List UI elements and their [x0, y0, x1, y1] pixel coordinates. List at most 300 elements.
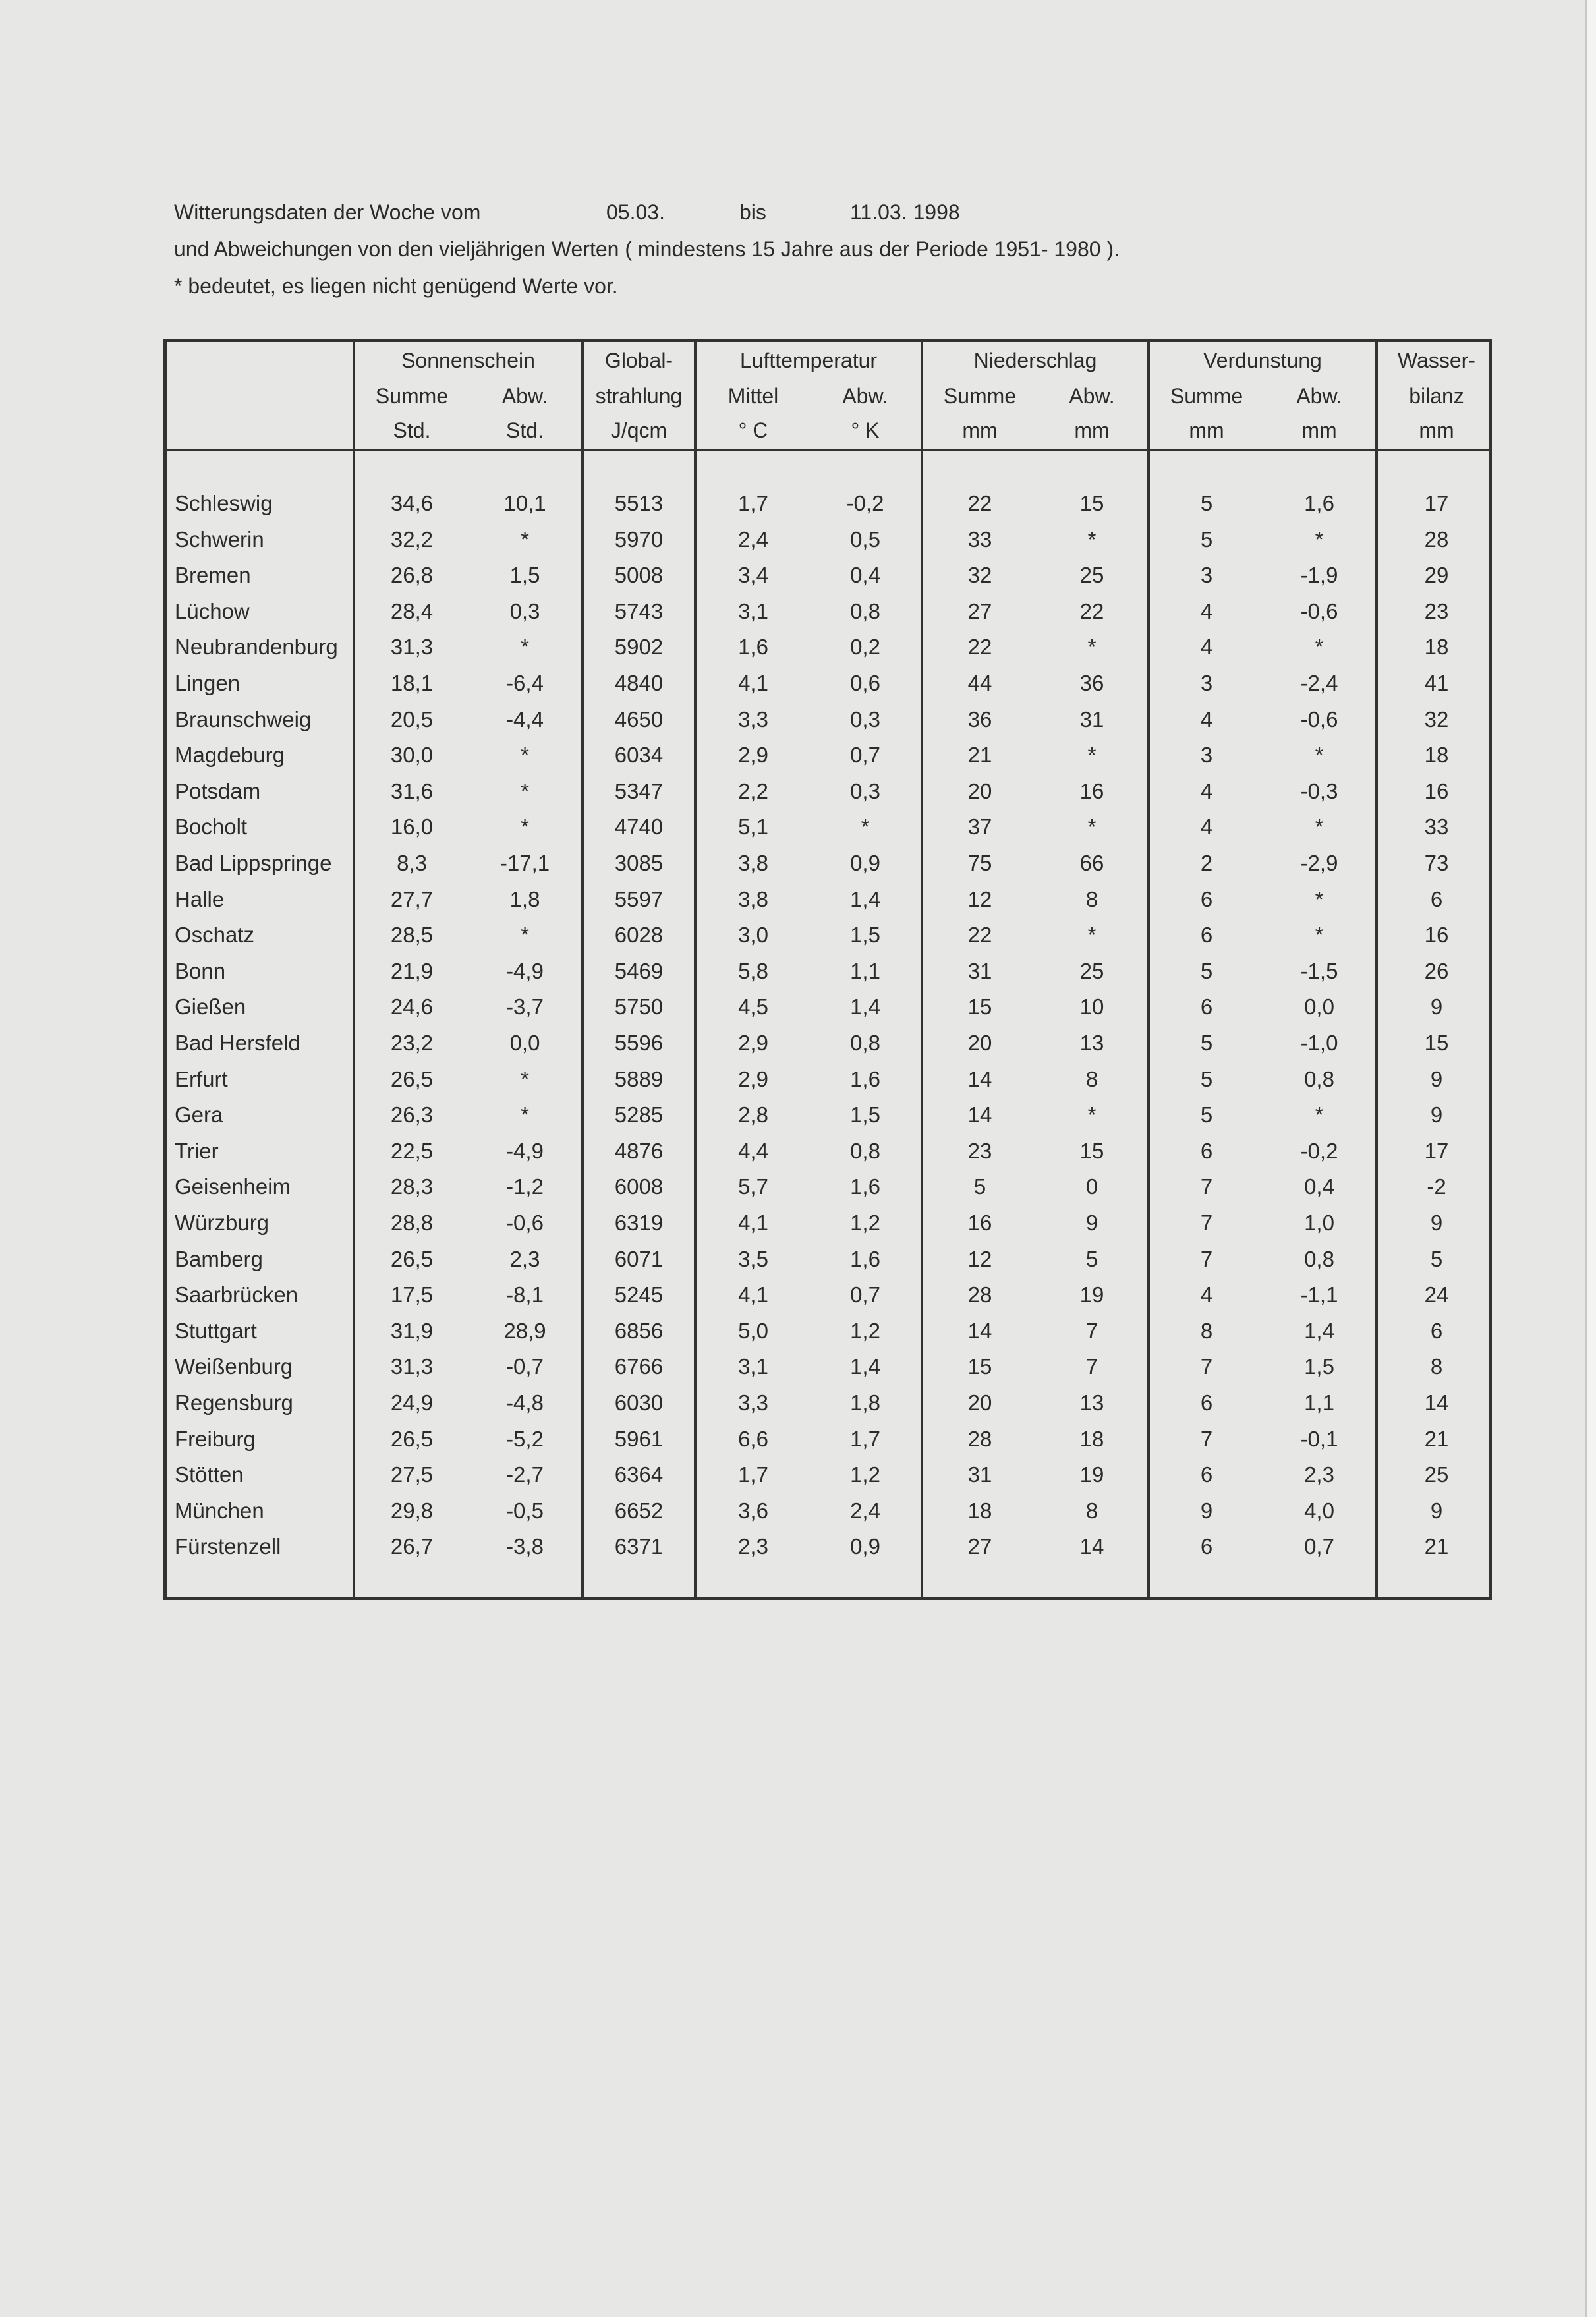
col-sonnenschein: Sonnenschein [401, 349, 535, 372]
verd-abw: * [1315, 743, 1324, 768]
globalstrahlung: 4840 [614, 671, 664, 695]
sub-mittel: Mittel [727, 384, 779, 408]
globalstrahlung: 6030 [614, 1390, 664, 1415]
wasserbilanz: 9 [1430, 994, 1443, 1019]
station-name: Neubrandenburg [175, 635, 338, 660]
verd-abw: * [1315, 886, 1324, 911]
sonne-abw: * [521, 527, 529, 552]
wasserbilanz: 6 [1430, 886, 1443, 911]
sonne-abw: * [521, 743, 529, 768]
date-to: 11.03. 1998 [850, 200, 960, 224]
verd-abw: -1,1 [1300, 1282, 1338, 1307]
temp-abw: 1,2 [850, 1462, 880, 1487]
verd-summe: 5 [1200, 491, 1213, 515]
globalstrahlung: 6319 [614, 1211, 664, 1235]
temp-mittel: 5,8 [738, 958, 768, 983]
station-name: Braunschweig [175, 706, 312, 731]
sonne-abw: 10,1 [503, 491, 546, 515]
sonne-abw: * [521, 923, 529, 948]
station-name: Fürstenzell [175, 1534, 281, 1559]
nieder-summe: 36 [967, 706, 992, 731]
verd-summe: 3 [1200, 671, 1213, 695]
header-footnote: * bedeutet, es liegen nicht genügend Werte vor. [174, 274, 618, 298]
station-name: Lingen [175, 671, 241, 695]
table-row [167, 737, 1489, 774]
verd-summe: 4 [1200, 778, 1213, 803]
nieder-abw: * [1087, 527, 1097, 552]
verd-summe: 5 [1200, 1066, 1213, 1091]
station-name: Bad Hersfeld [175, 1031, 300, 1055]
temp-mittel: 3,8 [738, 886, 768, 911]
wasserbilanz: 17 [1424, 1138, 1449, 1163]
station-name: Potsdam [175, 778, 261, 803]
wasserbilanz: 41 [1424, 671, 1449, 695]
sub-abw: Abw. [501, 384, 548, 408]
verd-abw: -0,1 [1300, 1426, 1338, 1451]
sonne-summe: 16,0 [390, 815, 434, 840]
station-name: Bonn [175, 958, 226, 983]
table-row [167, 1242, 1489, 1278]
wasserbilanz: 21 [1424, 1534, 1449, 1559]
station-name: Halle [175, 886, 225, 911]
unit-mm: mm [1419, 418, 1454, 442]
sonne-abw: -1,2 [506, 1174, 544, 1199]
nieder-summe: 14 [967, 1066, 992, 1091]
table-row [167, 1062, 1489, 1098]
nieder-summe: 44 [967, 671, 992, 695]
wasserbilanz: 16 [1424, 778, 1449, 803]
verd-summe: 6 [1200, 1534, 1213, 1559]
sonne-summe: 8,3 [397, 851, 427, 875]
col-wasser: Wasser- [1398, 349, 1475, 372]
temp-mittel: 3,1 [738, 1354, 768, 1379]
sonne-summe: 27,5 [390, 1462, 434, 1487]
globalstrahlung: 6652 [614, 1498, 664, 1523]
nieder-abw: 0 [1085, 1174, 1098, 1199]
verd-abw: 1,6 [1304, 491, 1334, 515]
verd-abw: * [1315, 527, 1324, 552]
verd-abw: -1,9 [1300, 563, 1338, 588]
temp-abw: 1,8 [850, 1390, 880, 1415]
table-row [167, 702, 1489, 738]
wasserbilanz: 9 [1430, 1066, 1443, 1091]
verd-abw: 1,5 [1304, 1354, 1334, 1379]
nieder-abw: 7 [1085, 1318, 1098, 1343]
temp-abw: 1,2 [850, 1318, 880, 1343]
wasserbilanz: 28 [1424, 527, 1449, 552]
table-row [167, 666, 1489, 702]
temp-abw: 1,5 [850, 923, 880, 948]
sonne-summe: 26,8 [390, 563, 434, 588]
nieder-summe: 31 [967, 958, 992, 983]
sonne-summe: 28,3 [390, 1174, 434, 1199]
table-row [167, 1421, 1489, 1458]
sonne-summe: 27,7 [390, 886, 434, 911]
verd-summe: 9 [1200, 1498, 1213, 1523]
temp-mittel: 3,5 [738, 1246, 768, 1271]
sonne-summe: 26,3 [390, 1102, 434, 1128]
col-verdunstung: Verdunstung [1203, 349, 1322, 372]
header-line-1 [174, 194, 1426, 231]
nieder-summe: 28 [967, 1282, 992, 1307]
verd-summe: 4 [1200, 1282, 1213, 1307]
temp-abw: 0,8 [850, 1031, 880, 1055]
sonne-summe: 28,4 [390, 598, 434, 623]
nieder-abw: 10 [1079, 994, 1104, 1019]
globalstrahlung: 6028 [614, 923, 664, 948]
verd-abw: 1,1 [1304, 1390, 1334, 1415]
nieder-abw: 13 [1079, 1031, 1104, 1055]
temp-abw: 1,2 [850, 1211, 880, 1235]
nieder-abw: 66 [1079, 851, 1104, 875]
table-row [167, 594, 1489, 630]
unit-jqcm: J/qcm [610, 418, 668, 442]
bis-label: bis [739, 200, 766, 224]
unit-std: Std. [393, 418, 431, 442]
temp-mittel: 3,8 [738, 851, 768, 875]
nieder-summe: 12 [967, 1246, 992, 1271]
sonne-abw: -2,7 [506, 1462, 544, 1487]
nieder-summe: 15 [967, 994, 992, 1019]
sonne-abw: * [521, 1066, 529, 1091]
sonne-abw: 1,8 [509, 886, 540, 911]
nieder-abw: 8 [1085, 1066, 1098, 1091]
nieder-summe: 22 [967, 923, 992, 948]
wasserbilanz: 24 [1424, 1282, 1449, 1307]
temp-mittel: 2,9 [738, 1031, 768, 1055]
temp-abw: * [861, 815, 870, 840]
verd-abw: -1,5 [1300, 958, 1338, 983]
nieder-summe: 27 [967, 598, 992, 623]
sonne-summe: 24,6 [390, 994, 434, 1019]
station-name: Bremen [175, 563, 251, 588]
wasserbilanz: 25 [1424, 1462, 1449, 1487]
globalstrahlung: 5285 [614, 1102, 664, 1128]
verd-summe: 6 [1200, 1462, 1213, 1487]
temp-mittel: 5,0 [738, 1318, 768, 1343]
nieder-summe: 33 [967, 527, 992, 552]
table-row [167, 917, 1489, 954]
globalstrahlung: 6071 [614, 1246, 664, 1271]
sonne-abw: 2,3 [509, 1246, 540, 1271]
temp-mittel: 4,4 [738, 1138, 768, 1163]
sonne-summe: 20,5 [390, 706, 434, 731]
nieder-summe: 15 [967, 1354, 992, 1379]
temp-mittel: 3,4 [738, 563, 768, 588]
sonne-abw: * [521, 1102, 529, 1128]
temp-mittel: 3,6 [738, 1498, 768, 1523]
globalstrahlung: 3085 [614, 851, 664, 875]
verd-abw: -0,6 [1300, 598, 1338, 623]
verd-abw: -2,9 [1300, 851, 1338, 875]
nieder-abw: 5 [1085, 1246, 1098, 1271]
header-line-3 [174, 268, 1426, 304]
sonne-abw: * [521, 778, 529, 803]
wasserbilanz: 5 [1430, 1246, 1443, 1271]
temp-abw: 1,4 [850, 994, 880, 1019]
station-name: Oschatz [175, 923, 255, 948]
nieder-abw: 19 [1079, 1462, 1104, 1487]
temp-mittel: 4,1 [738, 671, 768, 695]
nieder-summe: 20 [967, 1031, 992, 1055]
temp-mittel: 3,3 [738, 1390, 768, 1415]
sonne-abw: -4,8 [506, 1390, 544, 1415]
sonne-summe: 17,5 [390, 1282, 434, 1307]
nieder-abw: 7 [1085, 1354, 1098, 1379]
sonne-abw: -3,7 [506, 994, 544, 1019]
verd-abw: 0,7 [1304, 1534, 1334, 1559]
station-name: Weißenburg [175, 1354, 293, 1379]
sonne-abw: -0,5 [506, 1498, 544, 1523]
unit-mm: mm [1074, 418, 1110, 442]
nieder-summe: 20 [967, 778, 992, 803]
station-name: Freiburg [175, 1426, 256, 1451]
verd-summe: 3 [1200, 743, 1213, 768]
station-name: Bocholt [175, 815, 248, 840]
nieder-summe: 22 [967, 491, 992, 515]
table-row [167, 1025, 1489, 1062]
sonne-abw: -4,9 [506, 958, 544, 983]
header-divider [167, 449, 1489, 451]
station-name: Würzburg [175, 1211, 270, 1235]
sonne-summe: 24,9 [390, 1390, 434, 1415]
temp-abw: 1,4 [850, 1354, 880, 1379]
wasserbilanz: 9 [1430, 1102, 1443, 1128]
temp-abw: 1,6 [850, 1066, 880, 1091]
sonne-summe: 18,1 [390, 671, 434, 695]
temp-abw: 0,2 [850, 635, 880, 660]
sonne-abw: -0,7 [506, 1354, 544, 1379]
table-row [167, 1205, 1489, 1242]
unit-mm: mm [962, 418, 998, 442]
nieder-summe: 37 [967, 815, 992, 840]
temp-abw: 1,6 [850, 1174, 880, 1199]
station-name: Bamberg [175, 1246, 263, 1271]
sub-strahlung: strahlung [595, 384, 683, 408]
wasserbilanz: 21 [1424, 1426, 1449, 1451]
sonne-abw: -17,1 [499, 851, 550, 875]
sonne-abw: 0,3 [509, 598, 540, 623]
table-row [167, 1529, 1489, 1565]
globalstrahlung: 5750 [614, 994, 664, 1019]
nieder-abw: 31 [1079, 706, 1104, 731]
globalstrahlung: 5597 [614, 886, 664, 911]
station-name: Lüchow [175, 598, 250, 623]
globalstrahlung: 5347 [614, 778, 664, 803]
table-row [167, 989, 1489, 1025]
sub-summe: Summe [1170, 384, 1243, 408]
temp-abw: 2,4 [850, 1498, 880, 1523]
globalstrahlung: 5889 [614, 1066, 664, 1091]
temp-abw: 0,3 [850, 706, 880, 731]
temp-abw: -0,2 [846, 491, 884, 515]
nieder-abw: * [1087, 815, 1097, 840]
nieder-abw: 9 [1085, 1211, 1098, 1235]
sub-abw: Abw. [1296, 384, 1342, 408]
globalstrahlung: 5743 [614, 598, 664, 623]
temp-abw: 0,8 [850, 1138, 880, 1163]
temp-mittel: 4,5 [738, 994, 768, 1019]
sonne-summe: 30,0 [390, 743, 434, 768]
table-row [167, 1169, 1489, 1205]
nieder-summe: 12 [967, 886, 992, 911]
verd-abw: -0,2 [1300, 1138, 1338, 1163]
temp-abw: 0,6 [850, 671, 880, 695]
date-from: 05.03. [606, 200, 665, 224]
verd-abw: 0,8 [1304, 1066, 1334, 1091]
sonne-abw: -0,6 [506, 1211, 544, 1235]
temp-mittel: 2,9 [738, 1066, 768, 1091]
nieder-abw: 8 [1085, 886, 1098, 911]
nieder-abw: 13 [1079, 1390, 1104, 1415]
temp-abw: 0,3 [850, 778, 880, 803]
verd-summe: 6 [1200, 923, 1213, 948]
temp-abw: 0,7 [850, 743, 880, 768]
verd-summe: 5 [1200, 958, 1213, 983]
temp-mittel: 4,1 [738, 1211, 768, 1235]
nieder-summe: 31 [967, 1462, 992, 1487]
verd-summe: 6 [1200, 1138, 1213, 1163]
station-name: Schleswig [175, 491, 273, 515]
verd-summe: 4 [1200, 598, 1213, 623]
unit-mm: mm [1189, 418, 1224, 442]
temp-abw: 0,5 [850, 527, 880, 552]
table-row [167, 1349, 1489, 1385]
sonne-summe: 32,2 [390, 527, 434, 552]
temp-abw: 1,4 [850, 886, 880, 911]
verd-summe: 6 [1200, 994, 1213, 1019]
globalstrahlung: 5469 [614, 958, 664, 983]
verd-abw: 4,0 [1304, 1498, 1334, 1523]
unit-mm: mm [1301, 418, 1337, 442]
sonne-summe: 28,8 [390, 1211, 434, 1235]
nieder-abw: * [1087, 635, 1097, 660]
sub-bilanz: bilanz [1409, 384, 1464, 408]
globalstrahlung: 4650 [614, 706, 664, 731]
col-global: Global- [604, 349, 673, 372]
verd-summe: 7 [1200, 1426, 1213, 1451]
globalstrahlung: 6766 [614, 1354, 664, 1379]
nieder-summe: 5 [973, 1174, 986, 1199]
verd-summe: 8 [1200, 1318, 1213, 1343]
week-label: Witterungsdaten der Woche vom [174, 200, 481, 224]
station-name: Stötten [175, 1462, 244, 1487]
sonne-summe: 28,5 [390, 923, 434, 948]
nieder-abw: 14 [1079, 1534, 1104, 1559]
page-edge [1585, 0, 1596, 2317]
verd-abw: * [1315, 923, 1324, 948]
table-row [167, 522, 1489, 558]
nieder-summe: 22 [967, 635, 992, 660]
sonne-abw: -4,4 [506, 706, 544, 731]
sonne-summe: 31,9 [390, 1318, 434, 1343]
table-row [167, 1493, 1489, 1530]
unit-deg-c: ° C [738, 418, 768, 442]
globalstrahlung: 6008 [614, 1174, 664, 1199]
temp-mittel: 4,1 [738, 1282, 768, 1307]
temp-abw: 0,8 [850, 598, 880, 623]
verd-summe: 5 [1200, 1031, 1213, 1055]
sonne-summe: 21,9 [390, 958, 434, 983]
nieder-abw: 15 [1079, 1138, 1104, 1163]
temp-abw: 0,9 [850, 851, 880, 875]
sonne-summe: 34,6 [390, 491, 434, 515]
sub-summe: Summe [375, 384, 449, 408]
sonne-abw: -8,1 [506, 1282, 544, 1307]
temp-mittel: 5,1 [738, 815, 768, 840]
verd-abw: * [1315, 815, 1324, 840]
nieder-summe: 27 [967, 1534, 992, 1559]
nieder-abw: 22 [1079, 598, 1104, 623]
table-row [167, 1097, 1489, 1133]
temp-mittel: 2,3 [738, 1534, 768, 1559]
nieder-abw: 18 [1079, 1426, 1104, 1451]
nieder-abw: * [1087, 743, 1097, 768]
temp-mittel: 1,6 [738, 635, 768, 660]
weather-table [163, 339, 1492, 1600]
globalstrahlung: 5596 [614, 1031, 664, 1055]
nieder-abw: 19 [1079, 1282, 1104, 1307]
station-name: Stuttgart [175, 1318, 257, 1343]
wasserbilanz: 8 [1430, 1354, 1443, 1379]
station-name: Erfurt [175, 1066, 228, 1091]
globalstrahlung: 5961 [614, 1426, 664, 1451]
nieder-abw: * [1087, 923, 1097, 948]
table-row [167, 1133, 1489, 1170]
wasserbilanz: 73 [1424, 851, 1449, 875]
verd-abw: -0,6 [1300, 706, 1338, 731]
verd-abw: -0,3 [1300, 778, 1338, 803]
globalstrahlung: 4876 [614, 1138, 664, 1163]
wasserbilanz: 33 [1424, 815, 1449, 840]
temp-mittel: 6,6 [738, 1426, 768, 1451]
header-description: und Abweichungen von den vieljährigen Werten ( mindestens 15 Jahre aus der Periode 1951- 1980 ). [174, 237, 1120, 261]
wasserbilanz: 26 [1424, 958, 1449, 983]
globalstrahlung: 4740 [614, 815, 664, 840]
temp-abw: 1,5 [850, 1102, 880, 1128]
nieder-abw: 36 [1079, 671, 1104, 695]
station-name: Gießen [175, 994, 246, 1019]
wasserbilanz: 23 [1424, 598, 1449, 623]
sonne-summe: 26,5 [390, 1066, 434, 1091]
temp-abw: 0,4 [850, 563, 880, 588]
nieder-summe: 14 [967, 1102, 992, 1128]
sonne-summe: 26,7 [390, 1534, 434, 1559]
verd-summe: 5 [1200, 527, 1213, 552]
verd-abw: 2,3 [1304, 1462, 1334, 1487]
wasserbilanz: 18 [1424, 743, 1449, 768]
verd-summe: 5 [1200, 1102, 1213, 1128]
table-row [167, 558, 1489, 594]
temp-mittel: 2,8 [738, 1102, 768, 1128]
nieder-abw: 8 [1085, 1498, 1098, 1523]
station-name: Regensburg [175, 1390, 293, 1415]
verd-summe: 6 [1200, 1390, 1213, 1415]
table-row [167, 809, 1489, 845]
table-row [167, 845, 1489, 882]
nieder-abw: 16 [1079, 778, 1104, 803]
temp-mittel: 2,2 [738, 778, 768, 803]
verd-abw: -2,4 [1300, 671, 1338, 695]
verd-summe: 7 [1200, 1354, 1213, 1379]
globalstrahlung: 6364 [614, 1462, 664, 1487]
verd-abw: * [1315, 1102, 1324, 1128]
temp-abw: 1,1 [850, 958, 880, 983]
nieder-abw: * [1087, 1102, 1097, 1128]
wasserbilanz: 32 [1424, 706, 1449, 731]
sonne-summe: 31,6 [390, 778, 434, 803]
wasserbilanz: 16 [1424, 923, 1449, 948]
